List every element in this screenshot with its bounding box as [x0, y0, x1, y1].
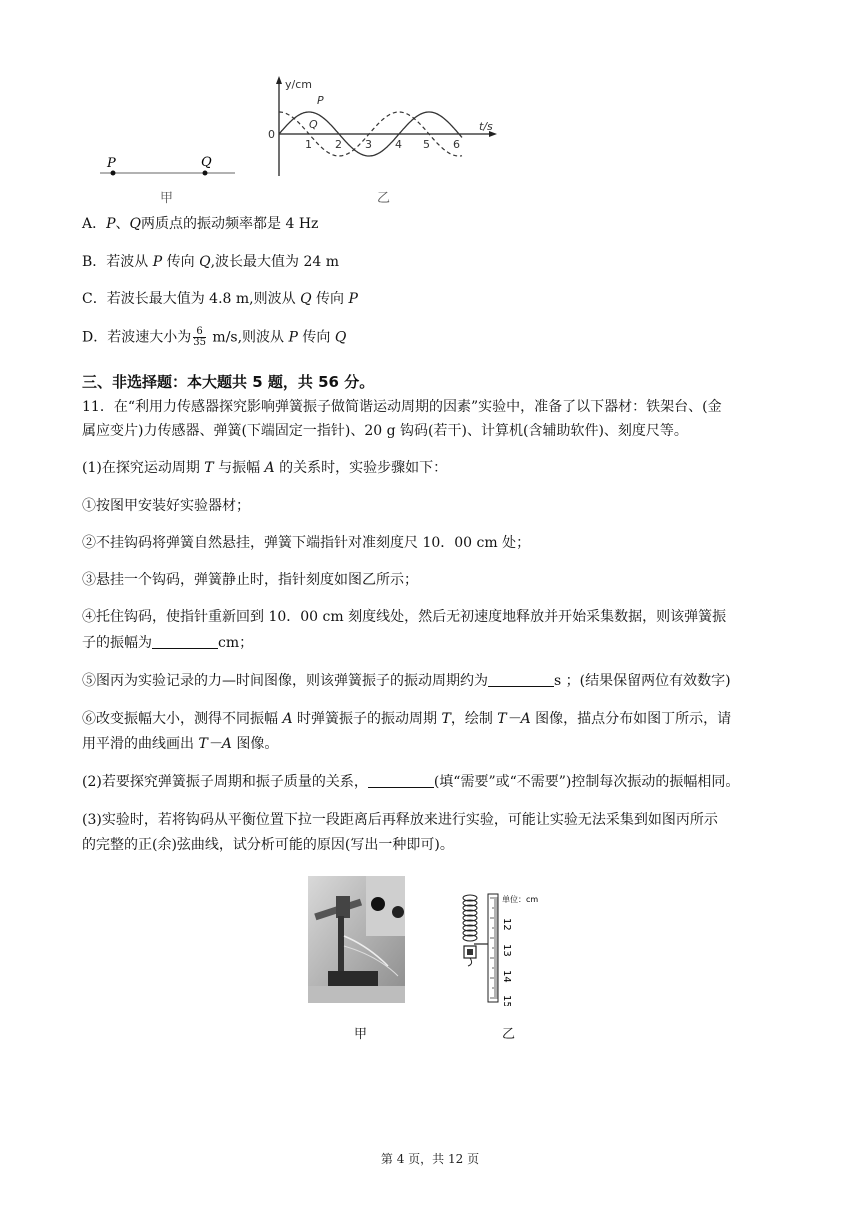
q11-part3-line1: (3)实验时，若将钩码从平衡位置下拉一段距离后再释放来进行实验，可能让实验无法采集到如图丙所示 — [82, 812, 718, 828]
tick-5: 5 — [423, 138, 430, 151]
q11-step4-line2: 子的振幅为 cm； — [82, 635, 254, 651]
y-axis-label: y/cm — [285, 78, 312, 91]
curve-label-Q: Q — [309, 118, 318, 131]
tick-4: 4 — [395, 138, 402, 151]
answer-blank-amplitude[interactable] — [152, 634, 218, 649]
option-A: A．P、Q两质点的振动频率都是 4 Hz — [82, 216, 319, 232]
fraction-6-35: $\frac{6}{35}$ — [193, 326, 206, 348]
point-Q — [203, 171, 208, 176]
label-P: P — [107, 156, 116, 171]
q11-part3-line2: 的完整的正(余)弦曲线，试分析可能的原因(写出一种即可)。 — [82, 837, 454, 853]
page-footer: 第 4 页，共 12 页 — [380, 1152, 480, 1166]
q11-part2: (2)若要探究弹簧振子周期和振子质量的关系， (填“需要”或“不需要”)控制每次振动的振幅相同。 — [82, 774, 740, 790]
spring-coil — [463, 895, 477, 941]
caption-jia-bottom: 甲 — [354, 1027, 368, 1042]
ruler-label-15: 15 — [501, 995, 512, 1006]
curve-label-P: P — [317, 94, 324, 107]
q11-step6-line2: 用平滑的曲线画出 T－A 图像。 — [82, 736, 279, 752]
option-D: D．若波速大小为 $\frac{6}{35}$ m/s,则波从 P 传向 Q — [82, 326, 347, 348]
tick-1: 1 — [305, 138, 312, 151]
caption-jia-top: 甲 — [160, 191, 174, 206]
section-heading: 三、非选择题：本大题共 5 题，共 56 分。 — [82, 373, 375, 391]
t-axis-label: t/s — [479, 120, 493, 133]
label-Q: Q — [201, 155, 212, 170]
point-P — [111, 171, 116, 176]
answer-blank-control[interactable] — [368, 773, 434, 788]
figure-yi-spring-ruler — [460, 888, 560, 1006]
option-B: B．若波从 P 传向 Q,波长最大值为 24 m — [82, 254, 340, 270]
q11-step2: ②不挂钩码将弹簧自然悬挂，弹簧下端指针对准刻度尺 10．00 cm 处； — [82, 535, 531, 551]
q11-step1: ①按图甲安装好实验器材； — [82, 498, 250, 514]
ruler-label-14: 14 — [501, 970, 512, 983]
figure-yi-wave-graph — [265, 72, 515, 184]
q11-intro-line1: 11．在“利用力传感器探究影响弹簧振子做简谐运动周期的因素”实验中，准备了以下器材：铁架台、(金 — [82, 399, 722, 415]
q11-step3: ③悬挂一个钩码，弹簧静止时，指针刻度如图乙所示； — [82, 572, 418, 588]
caption-yi-bottom: 乙 — [502, 1027, 516, 1042]
photo-jia-apparatus — [308, 876, 405, 1003]
option-C: C．若波长最大值为 4.8 m,则波从 Q 传向 P — [82, 291, 358, 307]
tick-2: 2 — [335, 138, 342, 151]
q11-step6-line1: ⑥改变振幅大小，测得不同振幅 A 时弹簧振子的振动周期 T，绘制 T－A 图像，描点分布如图丁所示，请 — [82, 711, 732, 727]
q11-intro-line2: 属应变片)力传感器、弹簧(下端固定一指针)、20 g 钩码(若干)、计算机(含辅助软件)、刻度尺等。 — [82, 423, 688, 439]
figure-jia-top — [95, 150, 240, 190]
caption-yi-top: 乙 — [377, 191, 391, 206]
ruler-label-12: 12 — [501, 918, 512, 931]
tick-6: 6 — [453, 138, 460, 151]
q11-step4-line1: ④托住钩码，使指针重新回到 10．00 cm 刻度线处，然后无初速度地释放并开始采集数据，则该弹簧振 — [82, 609, 727, 625]
tick-3: 3 — [365, 138, 372, 151]
q11-step5: ⑤图丙为实验记录的力—时间图像，则该弹簧振子的振动周期约为 s ；(结果保留两位有效数字) — [82, 673, 731, 689]
q11-part1: (1)在探究运动周期 T 与振幅 A 的关系时，实验步骤如下： — [82, 460, 448, 476]
answer-blank-period[interactable] — [488, 672, 554, 687]
ruler-label-13: 13 — [501, 944, 512, 957]
origin-label: 0 — [268, 128, 275, 141]
ruler-unit: 单位：cm — [502, 895, 539, 904]
